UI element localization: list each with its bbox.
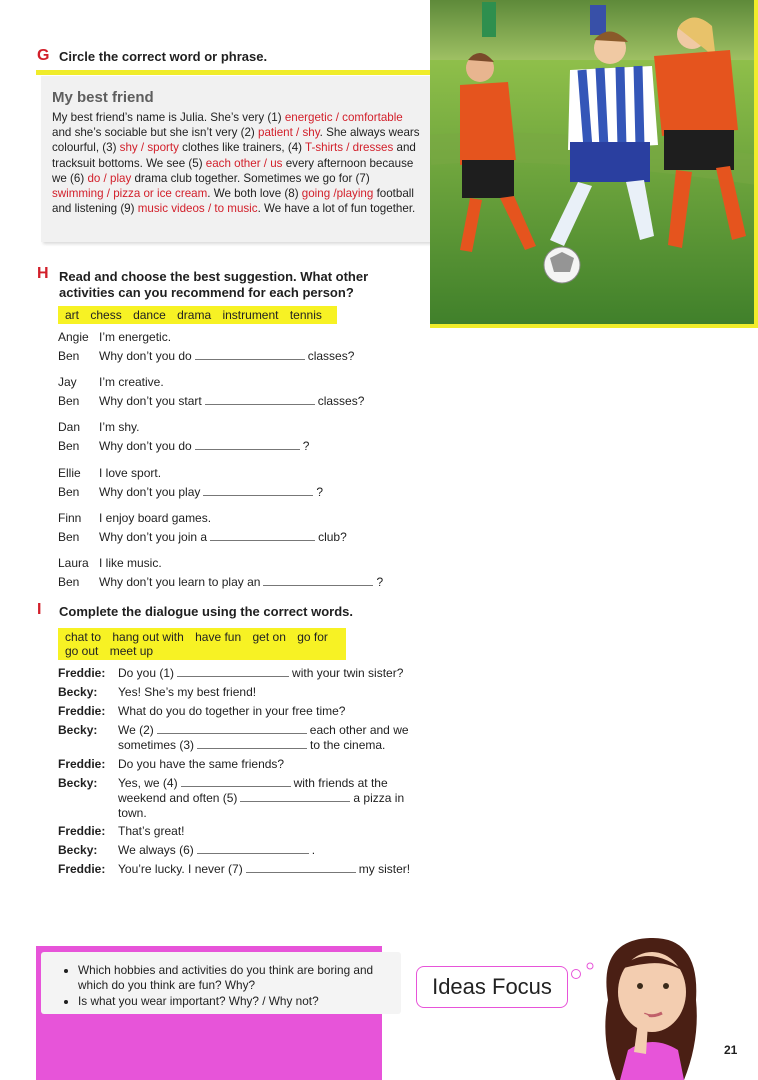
line-text: We always (6) <box>118 843 194 857</box>
dialogue-line <box>58 704 345 719</box>
answer-option[interactable]: energetic / comfortable <box>284 111 403 124</box>
ideas-bullet: • Is what you wear important? Why? / Why not? <box>78 994 396 1009</box>
word-box-item: drama <box>177 308 212 322</box>
answer-blank[interactable] <box>197 739 307 749</box>
answer-option[interactable]: swimming / pizza or ice cream <box>52 187 208 201</box>
dialogue-line <box>58 485 323 499</box>
dialogue-line <box>58 420 139 434</box>
dialogue-line <box>58 723 409 753</box>
line-text: You’re lucky. I never (7) <box>118 862 243 876</box>
line-text: We (2) <box>118 723 154 737</box>
line-text: town. <box>118 806 147 820</box>
dialogue-line <box>58 575 383 589</box>
section-i-letter: I <box>37 601 42 618</box>
answer-blank[interactable] <box>157 724 307 734</box>
dialogue-line <box>58 511 211 525</box>
word-box-item: go out <box>65 644 99 658</box>
answer-blank[interactable] <box>195 350 305 360</box>
speaker-name: Angie <box>58 330 89 344</box>
speaker-name: Becky: <box>58 685 98 699</box>
dialogue-line <box>58 685 256 700</box>
bio-title: My best friend <box>52 89 154 106</box>
ideas-bullet: • Which hobbies and activities do you think are boring and which do you think are fun? Why? <box>78 963 396 993</box>
word-box-item: get on <box>252 630 286 644</box>
dialogue-line <box>58 666 403 681</box>
word-box-item: tennis <box>289 308 322 322</box>
line-text: That’s great! <box>118 824 185 838</box>
speaker-name: Finn <box>58 510 82 525</box>
football-photo <box>430 0 758 328</box>
line-text: I enjoy board games. <box>99 510 212 525</box>
answer-option[interactable]: patient / shy <box>258 126 320 140</box>
line-text: Why don’t you join a <box>99 529 208 544</box>
dialogue-line <box>58 466 161 480</box>
line-text: Why don’t you start <box>99 394 202 409</box>
thinking-girl-image <box>588 930 718 1080</box>
dialogue-line <box>58 530 347 544</box>
bio-text-segment: football and listening (9) <box>52 187 414 216</box>
speaker-name: Dan <box>58 420 81 435</box>
word-box-h <box>58 306 337 324</box>
bio-text-segment: clothes like trainers, (4) <box>178 141 306 155</box>
answer-blank[interactable] <box>246 863 356 873</box>
answer-option[interactable]: shy / sporty <box>119 141 179 155</box>
section-i-heading: Complete the dialogue using the correct words. <box>59 604 353 619</box>
line-text: What do you do together in your free time? <box>118 704 346 718</box>
answer-blank[interactable] <box>177 667 289 677</box>
speaker-name: Ben <box>58 439 80 454</box>
word-box-item: chat to <box>65 630 102 644</box>
answer-blank[interactable] <box>240 792 350 802</box>
word-box-i <box>58 628 346 660</box>
word-box-item: have fun <box>195 630 242 644</box>
speaker-name: Ben <box>58 349 80 363</box>
line-text: classes? <box>317 394 365 409</box>
dialogue-line <box>58 556 162 570</box>
line-text: I like music. <box>99 556 162 570</box>
speaker-name: Ben <box>58 575 80 589</box>
word-box-item: instrument <box>222 308 279 322</box>
speaker-name: Ben <box>58 484 80 499</box>
line-text: Do you (1) <box>118 666 175 680</box>
line-text: Why don’t you learn to play an <box>99 575 261 589</box>
line-text: ? <box>302 439 310 454</box>
answer-blank[interactable] <box>195 440 300 450</box>
line-text: I’m shy. <box>99 420 140 435</box>
dialogue-line <box>58 439 309 453</box>
ideas-focus-title: Ideas Focus <box>416 966 568 1008</box>
line-text: Yes, we (4) <box>118 776 178 790</box>
dialogue-line <box>58 843 315 858</box>
speaker-name: Ben <box>58 529 80 544</box>
answer-blank[interactable] <box>203 486 313 496</box>
answer-blank[interactable] <box>181 777 291 787</box>
dialogue-line <box>58 375 164 389</box>
answer-blank[interactable] <box>197 844 309 854</box>
speaker-name: Laura <box>58 556 89 570</box>
dialogue-line <box>58 862 410 877</box>
dialogue-line <box>58 394 364 408</box>
line-text: a pizza in <box>353 791 405 805</box>
answer-option[interactable]: music videos / to music <box>137 202 258 216</box>
bio-text-segment: and tracksuit bottoms. We see (5) <box>52 141 416 170</box>
speaker-name: Freddie: <box>58 757 106 771</box>
answer-option[interactable]: going /playing <box>301 187 374 201</box>
line-text: each other and we <box>309 723 409 737</box>
dialogue-line <box>58 824 184 839</box>
word-box-item: meet up <box>109 644 154 658</box>
line-text: my sister! <box>358 862 411 876</box>
page-number: 21 <box>724 1043 738 1057</box>
speaker-name: Ben <box>58 394 80 409</box>
line-text: Do you have the same friends? <box>118 757 285 771</box>
line-text: I’m creative. <box>99 375 164 390</box>
dialogue-line <box>58 349 354 363</box>
line-text: Why don’t you do <box>99 349 192 363</box>
dialogue-line <box>58 776 404 821</box>
speaker-name: Becky: <box>58 723 98 737</box>
line-text: club? <box>318 529 347 544</box>
answer-blank[interactable] <box>205 395 315 405</box>
speaker-name: Freddie: <box>58 666 106 680</box>
line-text: ? <box>376 575 384 589</box>
line-text: Yes! She’s my best friend! <box>118 685 257 699</box>
bio-text <box>52 110 424 216</box>
dialogue-line <box>58 757 284 772</box>
word-box-item: dance <box>133 308 166 322</box>
bio-text-segment: . She always wears colourful, (3) <box>52 126 420 155</box>
ideas-bullets <box>56 963 396 1010</box>
answer-option[interactable]: T-shirts / dresses <box>305 141 394 155</box>
answer-blank[interactable] <box>263 576 373 586</box>
answer-option[interactable]: each other / us <box>205 156 283 170</box>
speaker-name: Becky: <box>58 843 98 857</box>
line-text: with your twin sister? <box>292 666 404 680</box>
answer-blank[interactable] <box>210 531 315 541</box>
speaker-name: Freddie: <box>58 704 106 718</box>
bio-text-segment: . We both love (8) <box>207 187 302 201</box>
speaker-name: Jay <box>58 375 77 390</box>
bio-text-segment: and she’s sociable but she isn’t very (2) <box>52 126 259 140</box>
speaker-name: Becky: <box>58 776 98 790</box>
section-h-letter: H <box>37 265 49 282</box>
yellow-frame-top <box>36 70 436 75</box>
bio-text-segment: drama club together. Sometimes we go for (7) <box>131 171 370 185</box>
line-text: weekend and often (5) <box>118 791 238 805</box>
bio-text-segment: My best friend’s name is Julia. She’s very (1) <box>52 111 285 124</box>
line-text: classes? <box>307 349 355 363</box>
line-text: ? <box>316 484 324 499</box>
line-text: I’m energetic. <box>99 330 172 344</box>
line-text: Why don’t you do <box>99 439 192 454</box>
section-h-heading: Read and choose the best suggestion. What other activities can you recommend for each person? <box>59 269 369 300</box>
line-text: . <box>311 843 316 857</box>
line-text: I love sport. <box>99 465 162 480</box>
line-text: with friends at the <box>293 776 388 790</box>
word-box-item: go for <box>297 630 328 644</box>
line-text: to the cinema. <box>310 738 386 752</box>
word-box-item: art <box>65 308 80 322</box>
section-g-letter: G <box>37 47 50 64</box>
word-box-item: chess <box>90 308 122 322</box>
speaker-name: Freddie: <box>58 862 106 876</box>
dialogue-line <box>58 330 171 344</box>
bio-text-segment: every afternoon because we (6) <box>52 156 414 185</box>
section-g-heading: Circle the correct word or phrase. <box>59 49 268 64</box>
bio-text-segment: . We have a lot of fun together. <box>257 202 416 216</box>
speaker-name: Freddie: <box>58 824 106 838</box>
answer-option[interactable]: do / play <box>87 171 132 185</box>
line-text: sometimes (3) <box>118 738 195 752</box>
word-box-item: hang out with <box>112 630 184 644</box>
speaker-name: Ellie <box>58 465 81 480</box>
line-text: Why don’t you play <box>99 484 201 499</box>
